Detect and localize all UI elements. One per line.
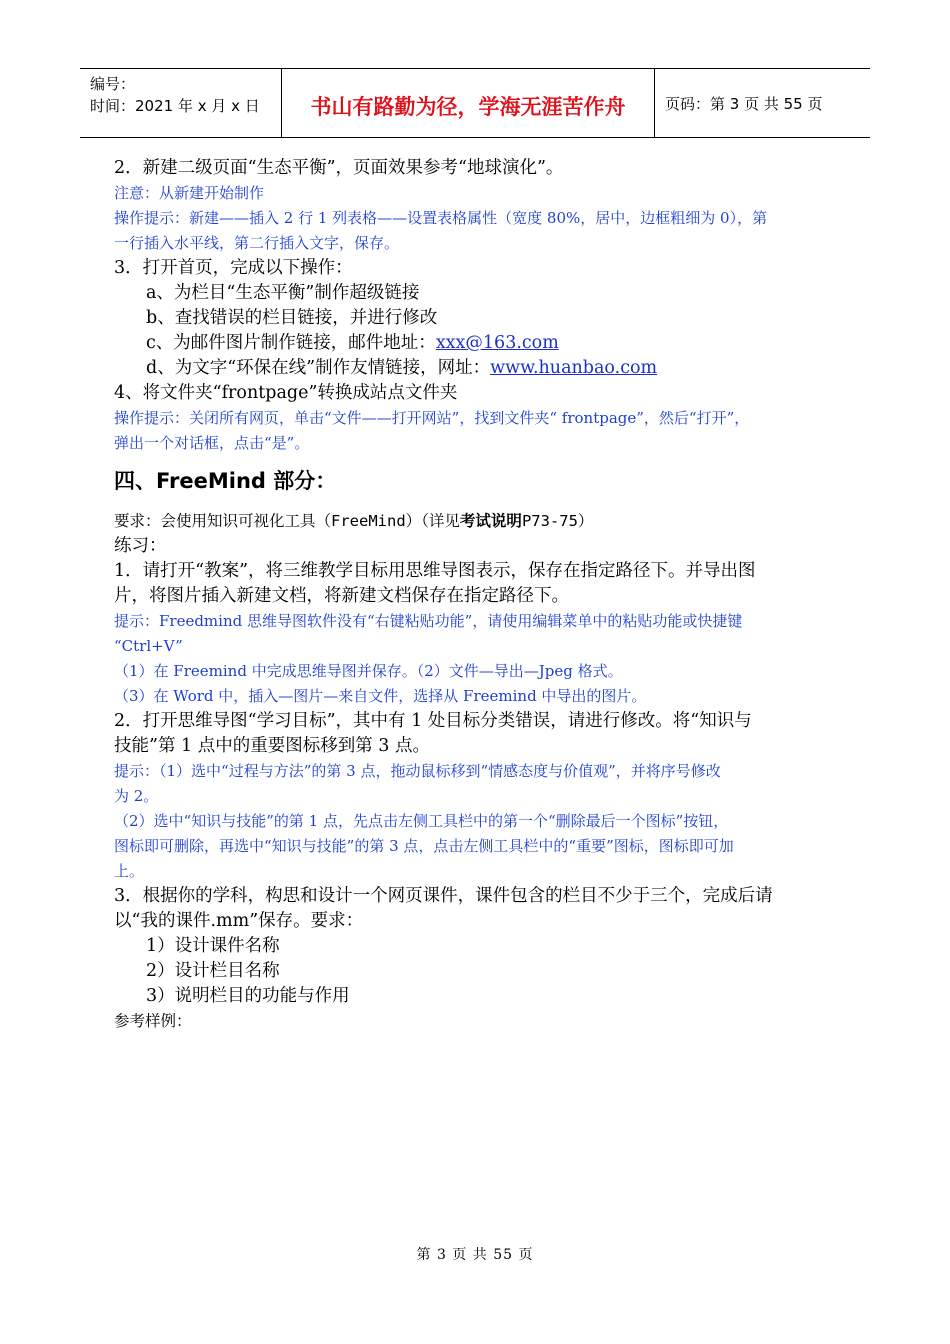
- requirement-pages: P73-75）: [521, 512, 594, 530]
- note-text: 注意：从新建开始制作: [114, 184, 265, 202]
- practice-3-line-2: 以“我的课件.mm”保存。要求：: [114, 911, 364, 931]
- header-info-cell: [80, 69, 282, 137]
- practice-1-tip-1: 提示：Freedmind 思维导图软件没有“右键粘贴功能”，请使用编辑菜单中的粘贴功能或快捷键: [114, 612, 743, 630]
- section-heading: 四、FreeMind 部分：: [114, 469, 337, 493]
- practice-2-tip-1: 提示：（1）选中“过程与方法”的第 3 点，拖动鼠标移到“情感态度与价值观”，并将序号修改: [114, 762, 721, 780]
- practice-1-line-1: 1．请打开“教案”，将三维教学目标用思维导图表示，保存在指定路径下。并导出图: [114, 561, 756, 581]
- task-3: 3．打开首页，完成以下操作：: [114, 258, 353, 278]
- document-body: [114, 156, 844, 1034]
- task-3-c: [114, 331, 844, 356]
- task-4: 4、将文件夹“frontpage”转换成站点文件夹: [114, 383, 458, 403]
- website-link[interactable]: www.huanbao.com: [490, 358, 658, 378]
- requirement-bold: 考试说明: [459, 511, 522, 530]
- header-page-number: 页码：第 3 页 共 55 页: [665, 94, 823, 113]
- tip-2-line-1: 操作提示：新建——插入 2 行 1 列表格——设置表格属性（宽度 80%，居中，边框粗细为 0），第: [114, 209, 768, 227]
- doc-time: 时间：2021 年 x 月 x 日: [90, 97, 260, 115]
- practice-2-tip-4: 图标即可删除，再选中“知识与技能”的第 3 点，点击左侧工具栏中的“重要”图标，图标即可加: [114, 837, 734, 855]
- example-label: 参考样例：: [114, 1012, 192, 1030]
- page-header: [80, 68, 870, 138]
- tip-2-line-2: 一行插入水平线，第二行插入文字，保存。: [114, 234, 400, 252]
- practice-2-tip-3: （2）选中“知识与技能”的第 1 点，先点击左侧工具栏中的第一个“删除最后一个图标”按钮，: [114, 812, 729, 830]
- tip-4-line-2: 弹出一个对话框，点击“是”。: [114, 434, 310, 452]
- task-2: 2．新建二级页面“生态平衡”，页面效果参考“地球演化”。: [114, 158, 564, 178]
- header-motto: 书山有路勤为径，学海无涯苦作舟: [282, 69, 655, 137]
- doc-code: 编号：: [90, 75, 136, 93]
- practice-2-line-2: 技能”第 1 点中的重要图标移到第 3 点。: [114, 736, 430, 756]
- task-3-d-text: d、为文字“环保在线”制作友情链接，网址：: [146, 358, 491, 378]
- task-3-d: [114, 356, 844, 381]
- requirement: [114, 508, 844, 534]
- practice-2-tip-5: 上。: [114, 862, 145, 880]
- email-link[interactable]: xxx@163.com: [435, 333, 559, 353]
- practice-3-item-3: 3）说明栏目的功能与作用: [146, 986, 350, 1006]
- tip-4-line-1: 操作提示：关闭所有网页，单击“文件——打开网站”，找到文件夹“ frontpage”，然后“打开”，: [114, 409, 750, 427]
- requirement-tool: （FreeMind）（详见: [315, 512, 460, 530]
- practice-3-item-2: 2）设计栏目名称: [146, 961, 280, 981]
- page-footer: 第 3 页 共 55 页: [416, 1247, 534, 1263]
- task-3-a: a、为栏目“生态平衡”制作超级链接: [146, 283, 420, 303]
- task-3-b: b、查找错误的栏目链接，并进行修改: [146, 308, 438, 328]
- practice-label: 练习：: [114, 536, 167, 556]
- practice-1-tip-4: （3）在 Word 中，插入—图片—来自文件，选择从 Freemind 中导出的图片。: [114, 687, 647, 705]
- practice-2-tip-2: 为 2。: [114, 787, 159, 805]
- requirement-prefix: 要求：会使用知识可视化工具: [114, 512, 316, 530]
- practice-1-tip-3: （1）在 Freemind 中完成思维导图并保存。（2）文件—导出—Jpeg 格式。: [114, 662, 623, 680]
- task-3-c-text: c、为邮件图片制作链接，邮件地址：: [146, 333, 436, 353]
- practice-3-line-1: 3．根据你的学科，构思和设计一个网页课件，课件包含的栏目不少于三个，完成后请: [114, 886, 773, 906]
- practice-1-line-2: 片，将图片插入新建文档，将新建文档保存在指定路径下。: [114, 586, 569, 606]
- practice-3-item-1: 1）设计课件名称: [146, 936, 280, 956]
- practice-2-line-1: 2．打开思维导图“学习目标”，其中有 1 处目标分类错误，请进行修改。将“知识与: [114, 711, 752, 731]
- practice-1-tip-2: “Ctrl+V”: [114, 637, 183, 655]
